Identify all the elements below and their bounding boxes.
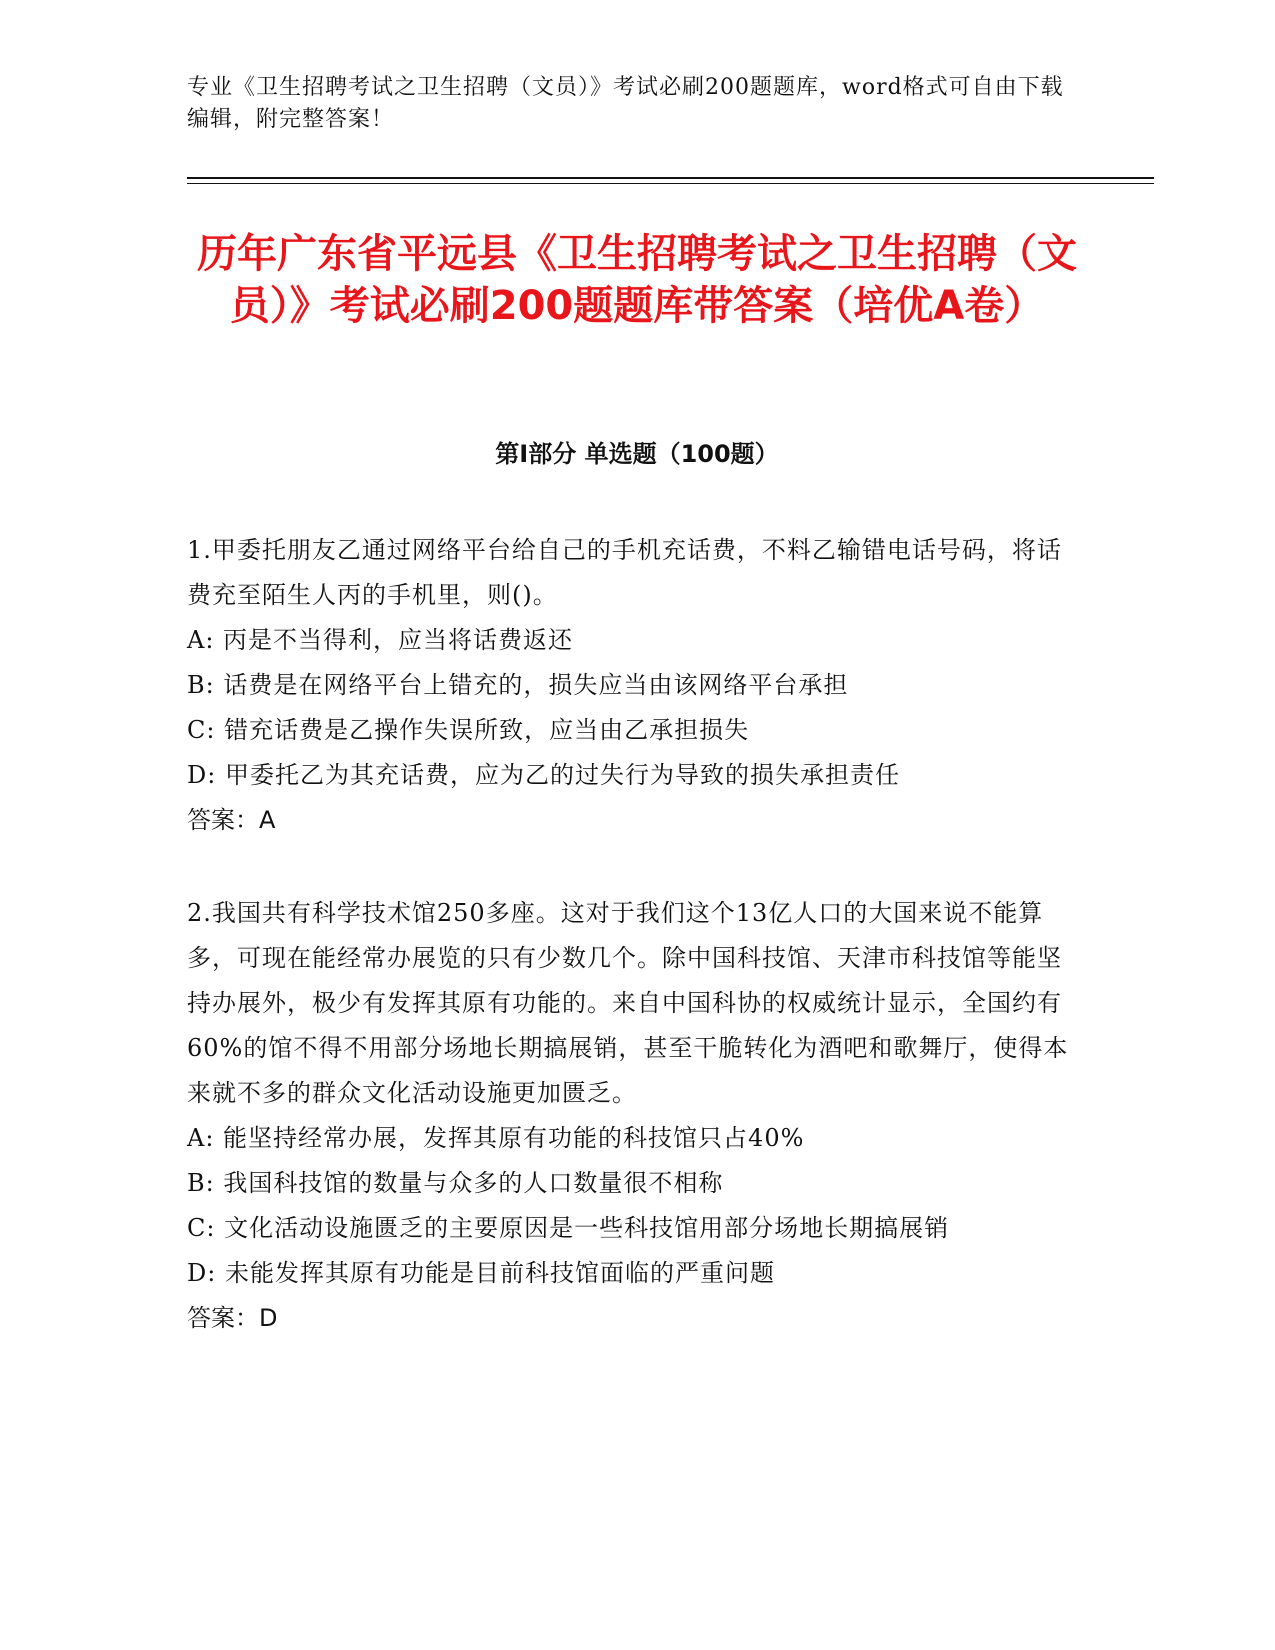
question-stem: 2.我国共有科学技术馆250多座。这对于我们这个13亿人口的大国来说不能算多，可现在能经常办展览的只有少数几个。除中国科技馆、天津市科技馆等能坚持办展外，极少有发挥其原有功能的。来自中国科协的权威统计显示，全国约有60%的馆不得不用部分场地长期搞展销，甚至干脆转化为酒吧和歌舞厅，使得本来就不多的群众文化活动设施更加匮乏。 [187,899,1069,1107]
option-c: C: 错充话费是乙操作失误所致，应当由乙承担损失 [187,716,750,744]
header-rule-thin [187,183,1154,184]
document-title: 历年广东省平远县《卫生招聘考试之卫生招聘（文员）》考试必刷200题题库带答案（培优A卷） [197,231,1077,329]
question-1 [187,528,1077,843]
option-a: A: 丙是不当得利，应当将话费返还 [187,626,574,654]
question-2 [187,891,1077,1341]
section-heading: 第I部分 单选题（100题） [495,440,779,468]
option-d: D: 未能发挥其原有功能是目前科技馆面临的严重问题 [187,1259,775,1287]
option-b: B: 话费是在网络平台上错充的，损失应当由该网络平台承担 [187,671,849,699]
option-a: A: 能坚持经常办展，发挥其原有功能的科技馆只占40% [187,1124,805,1152]
option-d: D: 甲委托乙为其充话费，应为乙的过失行为导致的损失承担责任 [187,761,900,789]
option-c: C: 文化活动设施匮乏的主要原因是一些科技馆用部分场地长期搞展销 [187,1214,950,1242]
header-rule-thick [187,177,1154,179]
option-b: B: 我国科技馆的数量与众多的人口数量很不相称 [187,1169,724,1197]
document-intro: 专业《卫生招聘考试之卫生招聘（文员）》考试必刷200题题库，word格式可自由下载编辑，附完整答案！ [187,75,1064,132]
answer: 答案：D [187,1304,278,1332]
answer: 答案：A [187,806,276,834]
question-stem: 1.甲委托朋友乙通过网络平台给自己的手机充话费，不料乙输错电话号码，将话费充至陌生人丙的手机里，则()。 [187,536,1062,609]
